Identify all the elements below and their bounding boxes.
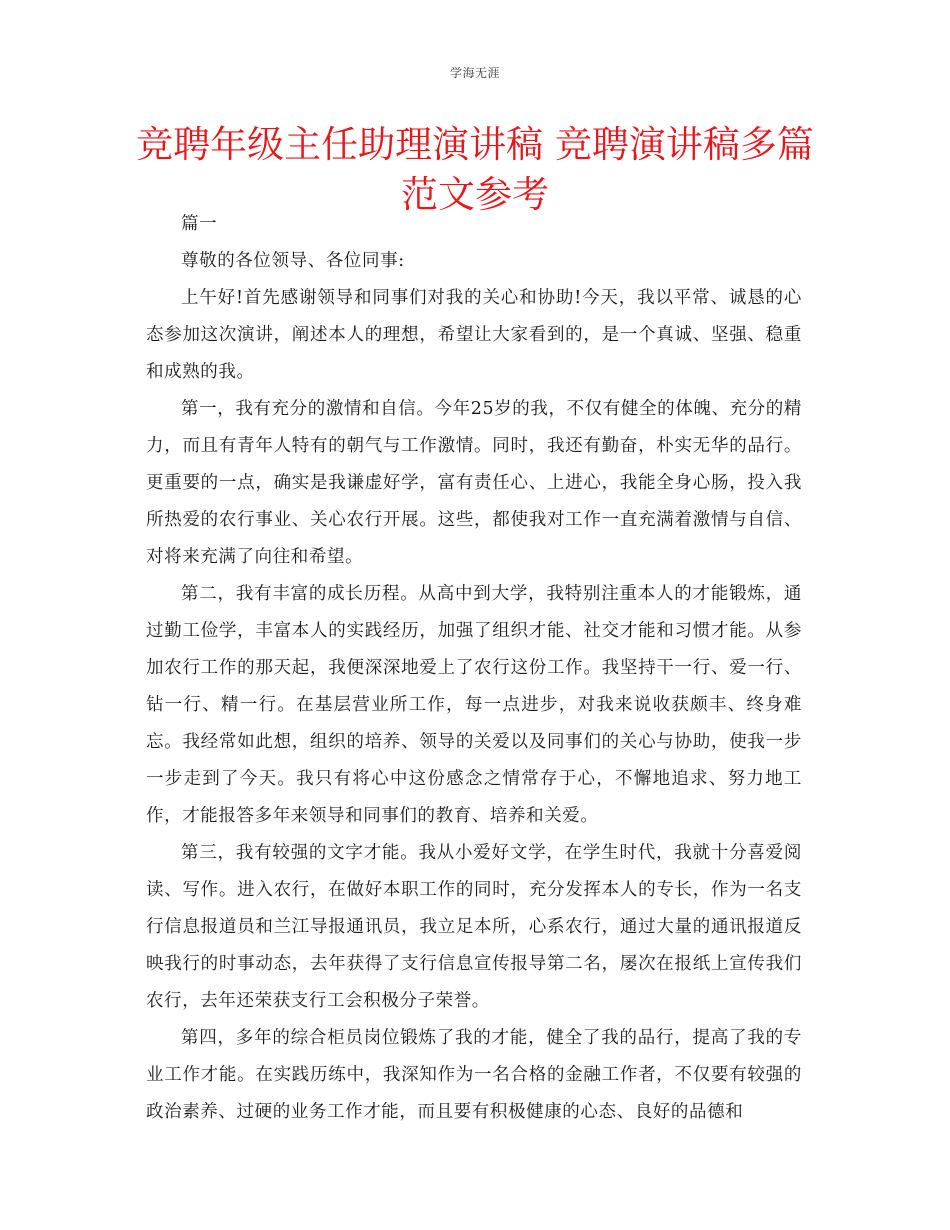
section-label: 篇一 [181,214,218,234]
body-paragraph: 第四，多年的综合柜员岗位锻炼了我的才能，健全了我的品行，提高了我的专业工作才能。在实践历练中，我深知作为一名合格的金融工作者，不仅要有较强的政治素养、过硬的业务工作才能，而且要有积极健康的心态、良好的品德和 [146,1028,802,1122]
salutation: 尊敬的各位领导、各位同事: [181,251,405,271]
page-header: 学海无涯 [449,66,500,80]
body-paragraph: 第一，我有充分的激情和自信。今年25岁的我，不仅有健全的体魄、充分的精力，而且有青年人特有的朝气与工作激情。同时，我还有勤奋，朴实无华的品行。更重要的一点，确实是我谦虚好学，富有责任心、上进心，我能全身心肠，投入我所热爱的农行事业、关心农行开展。这些，都使我对工作一直充满着激情与自信、对将来充满了向往和希望。 [146,399,802,567]
body-paragraph: 上午好!首先感谢领导和同事们对我的关心和协助!今天，我以平常、诚恳的心态参加这次演讲，阐述本人的理想，希望让大家看到的，是一个真诚、坚强、稳重和成熟的我。 [146,288,802,382]
body-paragraph: 第三，我有较强的文字才能。我从小爱好文学，在学生时代，我就十分喜爱阅读、写作。进入农行，在做好本职工作的同时，充分发挥本人的专长，作为一名支行信息报道员和兰江导报通讯员，我立足本所，心系农行，通过大量的通讯报道反映我行的时事动态，去年获得了支行信息宣传报导第二名，屡次在报纸上宣传我们农行，去年还荣获支行工会积极分子荣誉。 [146,843,802,1011]
document-body [146,206,802,1131]
body-paragraph: 第二，我有丰富的成长历程。从高中到大学，我特别注重本人的才能锻炼，通过勤工俭学，丰富本人的实践经历，加强了组织才能、社交才能和习惯才能。从参加农行工作的那天起，我便深深地爱上了农行这份工作。我坚持干一行、爱一行、钻一行、精一行。在基层营业所工作，每一点进步，对我来说收获颇丰、终身难忘。我经常如此想，组织的培养、领导的关爱以及同事们的关心与协助，使我一步一步走到了今天。我只有将心中这份感念之情常存于心，不懈地追求、努力地工作，才能报答多年来领导和同事们的教育、培养和关爱。 [146,584,802,826]
document-title: 竞聘年级主任助理演讲稿 竞聘演讲稿多篇范文参考 [136,123,814,216]
